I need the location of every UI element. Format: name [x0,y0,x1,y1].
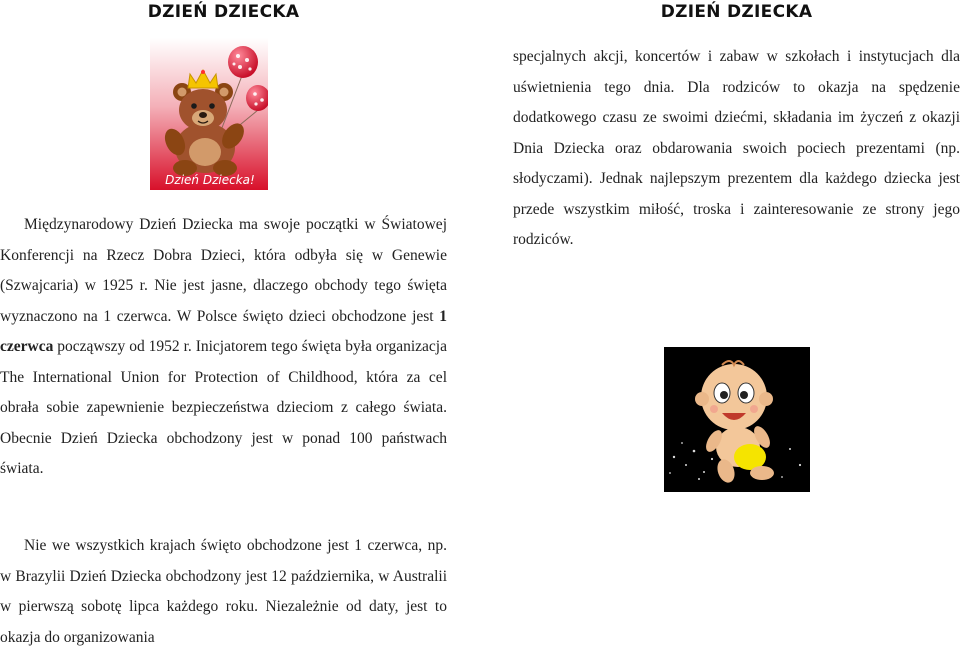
paragraph-other-countries: Nie we wszystkich krajach święto obchodzone jest 1 czerwca, np. w Brazylii Dzień Dziecka obchodzony jest 12 października, w Australii w pierwszą sobotę lipca każdego roku. Niezależnie od daty, jest to okazja do organizowania [0,537,447,646]
paragraph-origins-text-2: począwszy od 1952 r. Inicjatorem tego święta była organizacja The International Union for Protection of Childhood, która za cel obrała sobie zapewnienie bezpieczeństwa dzieciom z całego świata. Obecnie Dzień Dziecka obchodzony jest w ponad 100 państwach świata. [0,338,447,477]
teddy-bear-image [150,38,268,190]
teddy-bear-picture [150,38,268,190]
right-page-title: DZIEŃ DZIECKA [660,2,813,22]
left-column [0,0,447,22]
baby-image [664,347,810,492]
paragraph-origins-text-1: Międzynarodowy Dzień Dziecka ma swoje początki w Światowej Konferencji na Rzecz Dobra Dzieci, która odbyła się w Genewie (Szwajcaria) w 1925 r. Nie jest jasne, dlaczego obchody tego święta wyznaczono na 1 czerwca. W Polsce święto dzieci obchodzone jest [0,216,447,325]
right-column [513,0,960,256]
left-page-title: DZIEŃ DZIECKA [147,2,300,22]
paragraph-origins [0,210,447,485]
baby-picture [664,347,810,492]
teddy-caption: Dzień Dziecka! [165,173,255,187]
left-paragraph-1 [0,210,447,485]
left-paragraph-2 [0,531,447,653]
paragraph-celebration: specjalnych akcji, koncertów i zabaw w szkołach i instytucjach dla uświetnienia tego dnia. Dla rodziców to okazja na spędzenie dodatkowego czasu ze swoimi dziećmi, składania im życzeń z okazji Dnia Dziecka oraz obdarowania swoich pociech prezentami (np. słodyczami). Jednak najlepszym prezentem dla każdego dziecka jest przede wszystkim miłość, troska i zainteresowanie ze strony jego rodziców. [513,48,960,248]
date-highlight: 1 czerwca [0,307,447,355]
